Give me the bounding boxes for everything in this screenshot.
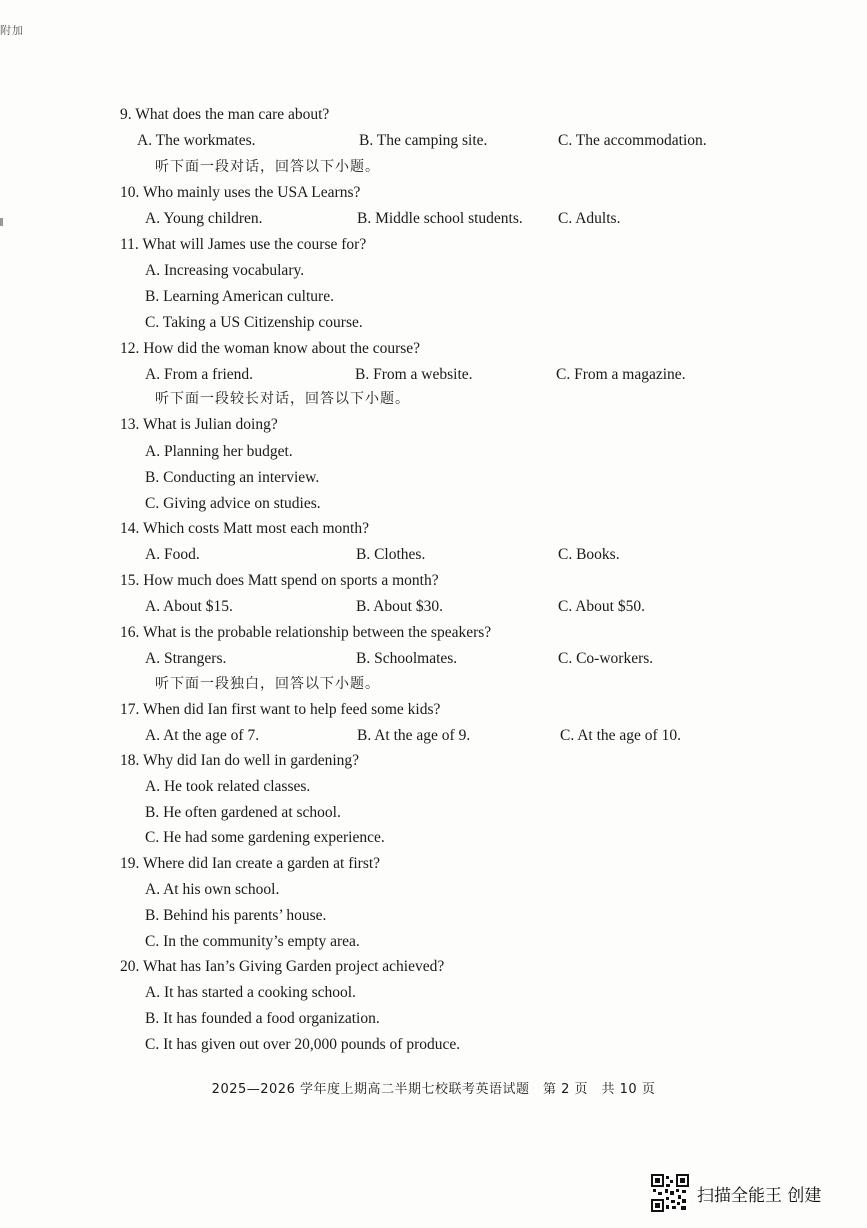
option-17c: C. At the age of 10. xyxy=(560,727,681,744)
question-12: 12. How did the woman know about the course? xyxy=(120,340,421,357)
section-instruction: 听下面一段较长对话，回答以下小题。 xyxy=(155,391,410,407)
option-11a: A. Increasing vocabulary. xyxy=(145,262,305,279)
option-12a: A. From a friend. xyxy=(145,366,254,383)
page-footer: 2025—2026 学年度上期高二半期七校联考英语试题 第 2 页 共 10 页 xyxy=(211,1082,656,1097)
question-18: 18. Why did Ian do well in gardening? xyxy=(120,752,360,769)
option-13a: A. Planning her budget. xyxy=(145,443,293,460)
option-14c: C. Books. xyxy=(558,546,620,563)
option-20b: B. It has founded a food organization. xyxy=(145,1010,380,1027)
question-10: 10. Who mainly uses the USA Learns? xyxy=(120,184,361,201)
option-12c: C. From a magazine. xyxy=(556,366,686,383)
option-9c: C. The accommodation. xyxy=(558,132,707,149)
option-18a: A. He took related classes. xyxy=(145,778,311,795)
question-14: 14. Which costs Matt most each month? xyxy=(120,520,369,537)
option-10c: C. Adults. xyxy=(558,210,621,227)
option-14b: B. Clothes. xyxy=(356,546,426,563)
qr-code-icon xyxy=(651,1174,689,1212)
option-16b: B. Schoolmates. xyxy=(356,650,458,667)
option-11c: C. Taking a US Citizenship course. xyxy=(145,314,363,331)
option-17a: A. At the age of 7. xyxy=(145,727,260,744)
option-10a: A. Young children. xyxy=(145,210,263,227)
option-18c: C. He had some gardening experience. xyxy=(145,829,385,846)
option-13b: B. Conducting an interview. xyxy=(145,469,320,486)
section-instruction: 听下面一段独白，回答以下小题。 xyxy=(155,676,380,692)
question-19: 19. Where did Ian create a garden at first? xyxy=(120,855,381,872)
option-18b: B. He often gardened at school. xyxy=(145,804,341,821)
question-17: 17. When did Ian first want to help feed some kids? xyxy=(120,701,441,718)
scanner-watermark xyxy=(651,1173,821,1213)
option-19c: C. In the community’s empty area. xyxy=(145,933,360,950)
question-11: 11. What will James use the course for? xyxy=(120,236,367,253)
corner-mark: 附加 xyxy=(0,24,24,37)
question-13: 13. What is Julian doing? xyxy=(120,416,278,433)
option-19b: B. Behind his parents’ house. xyxy=(145,907,327,924)
option-15a: A. About $15. xyxy=(145,598,233,615)
section-instruction: 听下面一段对话，回答以下小题。 xyxy=(155,159,380,175)
option-19a: A. At his own school. xyxy=(145,881,280,898)
option-10b: B. Middle school students. xyxy=(357,210,523,227)
scanner-label: 扫描全能王 创建 xyxy=(697,1185,822,1206)
question-20: 20. What has Ian’s Giving Garden project achieved? xyxy=(120,958,445,975)
option-17b: B. At the age of 9. xyxy=(357,727,471,744)
option-9a: A. The workmates. xyxy=(137,132,256,149)
option-12b: B. From a website. xyxy=(355,366,473,383)
option-13c: C. Giving advice on studies. xyxy=(145,495,321,512)
question-15: 15. How much does Matt spend on sports a month? xyxy=(120,572,439,589)
option-16c: C. Co-workers. xyxy=(558,650,654,667)
option-20c: C. It has given out over 20,000 pounds of produce. xyxy=(145,1036,461,1053)
option-9b: B. The camping site. xyxy=(359,132,488,149)
option-11b: B. Learning American culture. xyxy=(145,288,334,305)
edge-tick xyxy=(0,218,3,226)
question-16: 16. What is the probable relationship between the speakers? xyxy=(120,624,492,641)
option-15c: C. About $50. xyxy=(558,598,645,615)
question-9: 9. What does the man care about? xyxy=(120,106,330,123)
option-15b: B. About $30. xyxy=(356,598,443,615)
option-14a: A. Food. xyxy=(145,546,200,563)
option-20a: A. It has started a cooking school. xyxy=(145,984,356,1001)
option-16a: A. Strangers. xyxy=(145,650,227,667)
